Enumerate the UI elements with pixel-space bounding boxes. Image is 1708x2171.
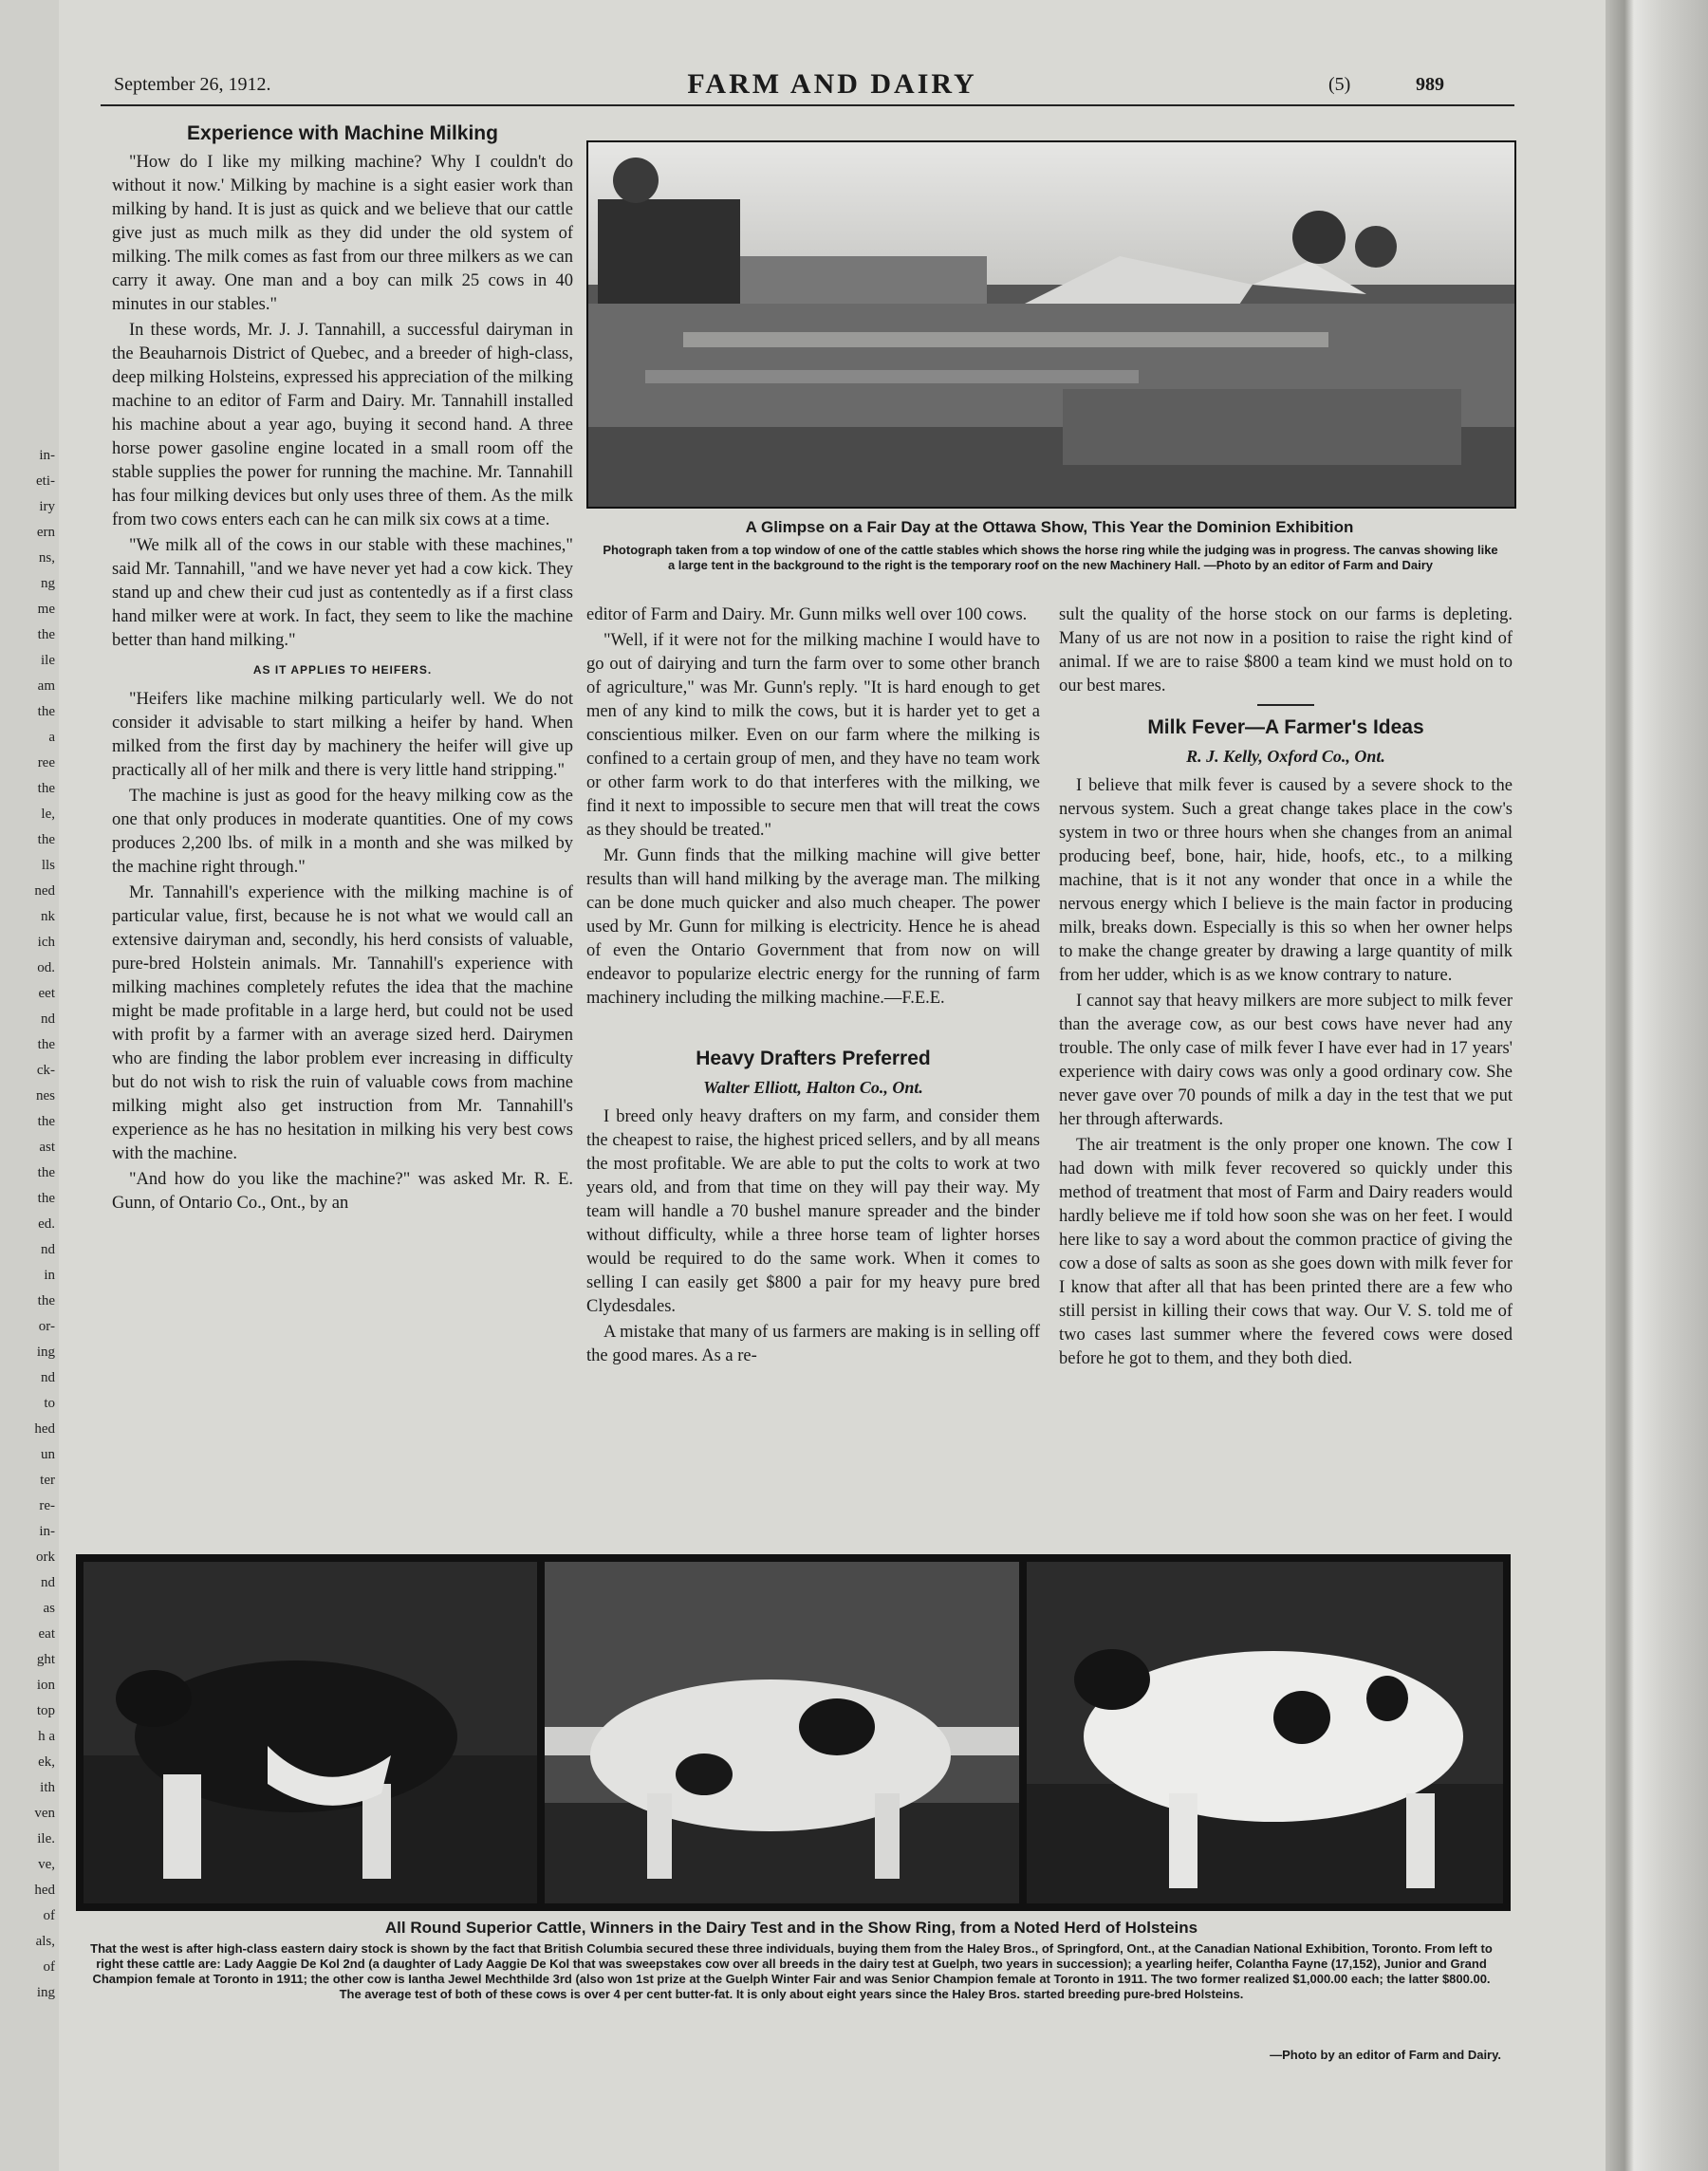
facing-page-fragment: the <box>37 781 55 796</box>
facing-page-fragment: ed. <box>38 1216 55 1232</box>
facing-page-fragment: nd <box>41 1011 55 1027</box>
facing-page-fragment: ve, <box>38 1857 55 1872</box>
paragraph: Mr. Tannahill's experience with the milking machine is of particular value, first, because he is not what we would call an extensive dairyman and, secondly, his herd consists of valuable, pure-bred Holstein animals. Mr. Tannahill's experience with milking machines completely refutes the idea that the machine might be made profitable in a large herd, but could not be used with profit by a farmer with an average sized herd. Dairymen who are finding the labor problem ever increasing in difficulty but do not wish to risk the ruin of valuable cows from machine milking might also get instruction from Mr. Tannahill's experience as he has no hesitation in milking his very best cows with the machine. <box>112 883 573 1163</box>
section-number: (5) <box>1328 74 1351 95</box>
page-number: 989 <box>1416 74 1444 95</box>
facing-page-fragment: the <box>37 1293 55 1308</box>
facing-page-fragment: ned <box>34 883 55 899</box>
facing-page-fragment: ree <box>37 755 55 770</box>
facing-page-fragment: ast <box>39 1140 55 1155</box>
header-rule <box>101 104 1514 106</box>
facing-page-fragment: ng <box>41 576 55 591</box>
divider <box>1257 704 1314 706</box>
book-binding-edge <box>1606 0 1708 2171</box>
facing-page-fragment: ck- <box>36 1063 55 1078</box>
facing-page-fragment: the <box>37 1114 55 1129</box>
paragraph: "We milk all of the cows in our stable with these machines," said Mr. Tannahill, "and we have never yet had a cow kick. They stand up and chew their cud just as contentedly as if a first class hand milker were at work. In fact, they seem to like the machine better than hand milking." <box>112 536 573 650</box>
facing-page-fragment: eti- <box>36 473 55 489</box>
facing-page-fragment: nd <box>41 1575 55 1590</box>
paragraph: "Well, if it were not for the milking machine I would have to go out of dairying and turn the farm over to some other branch of agriculture," was Mr. Gunn's reply. "It is hard enough to get men of any kind to milk the cows, but it is harder yet to get a conscientious milker. Even on our farm where the milking is confined to a certain group of men, and they have no team work or other farm work to do that interferes with the milking, we find it next to impossible to secure men that will treat the cows as they should be treated." <box>586 631 1040 840</box>
newspaper-page <box>59 0 1606 2171</box>
facing-page-fragment: ith <box>40 1780 55 1795</box>
facing-page-fragment: the <box>37 1191 55 1206</box>
facing-page-fragment: ing <box>36 1345 55 1360</box>
facing-page-fragment: als, <box>35 1934 55 1949</box>
facing-page-fragment: ile <box>41 653 55 668</box>
facing-page-fragment: the <box>37 627 55 642</box>
facing-page-fragment: nes <box>36 1088 55 1104</box>
paragraph: sult the quality of the horse stock on our farms is depleting. Many of us are not now in a position to raise the right kind of animal. If we are to raise $800 a team kind we must hold on to our best mares. <box>1059 605 1513 696</box>
facing-page-fragment: h a <box>38 1729 55 1744</box>
paragraph: The machine is just as good for the heavy milking cow as the one that only produces in moderate quantities. One of my cows produces 2,200 lbs. of milk in a month and she was milked by the machine right through." <box>112 787 573 877</box>
paragraph: "And how do you like the machine?" was asked Mr. R. E. Gunn, of Ontario Co., Ont., by an <box>112 1170 573 1213</box>
article-title: Experience with Machine Milking <box>187 122 498 144</box>
article-machine-milking <box>112 121 573 1217</box>
article-continuation <box>586 603 1040 1370</box>
facing-page-fragment: the <box>37 1037 55 1052</box>
article-title: Milk Fever—A Farmer's Ideas <box>1147 716 1424 738</box>
previous-page-edge <box>0 0 59 2171</box>
facing-page-fragment: ven <box>34 1806 55 1821</box>
facing-page-fragment: ile. <box>37 1831 55 1846</box>
facing-page-fragment: eat <box>38 1626 55 1642</box>
facing-page-fragment: of <box>43 1959 55 1975</box>
paragraph: In these words, Mr. J. J. Tannahill, a successful dairyman in the Beauharnois District of Quebec, and a breeder of high-class, deep milking Holsteins, expressed his appreciation of the milking machine to an editor of Farm and Dairy. Mr. Tannahill installed his machine about a year ago, buying it second hand. A three horse power gasoline engine located in a small room off the stable supplies the power for running the machine. Mr. Tannahill has four milking devices but only uses three of them. As the milk from two cows enters each can he can milk six cows at a time. <box>112 321 573 529</box>
facing-page-fragment: ing <box>36 1985 55 2000</box>
facing-page-fragment: am <box>37 678 55 694</box>
paragraph: "How do I like my milking machine? Why I couldn't do without it now.' Milking by machine is a sight easier work than milking by hand. It is just as quick and we believe that our cattle give just as much milk as they did under the old system of milking. The milk comes as fast from our three milkers as we can carry it away. One man and a boy can milk 25 cows in 40 minutes in our stables." <box>112 153 573 314</box>
facing-page-fragment: ter <box>40 1473 55 1488</box>
facing-page-fragment: od. <box>37 960 55 975</box>
facing-page-fragment: nd <box>41 1370 55 1385</box>
facing-page-fragment: hed <box>34 1883 55 1898</box>
facing-page-fragment: ern <box>36 525 55 540</box>
facing-page-fragment: le, <box>41 807 55 822</box>
facing-page-fragment: ns, <box>38 550 55 566</box>
facing-page-fragment: the <box>37 704 55 719</box>
photo2-title: All Round Superior Cattle, Winners in the Dairy Test and in the Show Ring, from a Noted Herd of Holsteins <box>384 1919 1198 1937</box>
facing-page-fragment: nk <box>41 909 55 924</box>
paragraph: The air treatment is the only proper one known. The cow I had down with milk fever recovered so quickly under this method of treatment that most of Farm and Dairy readers would hardly believe me if told how soon she was on her feet. I would here like to say a word about the common practice of giving the cow a dose of salts as soon as she goes down with milk fever for I know that after all that has been printed there are a few who still persist in killing their cows that way. Our V. S. told me of two cases last summer where the fevered cows were dosed before he got to them, and they both died. <box>1059 1136 1513 1368</box>
issue-date: September 26, 1912. <box>114 74 271 95</box>
facing-page-fragment: hed <box>34 1421 55 1437</box>
facing-page-fragment: re- <box>39 1498 55 1513</box>
facing-page-fragment: as <box>43 1601 55 1616</box>
facing-page-fragment: iry <box>39 499 55 514</box>
facing-page-fragment: to <box>44 1396 55 1411</box>
paragraph: I cannot say that heavy milkers are more subject to milk fever than the average cow, as our best cows have never had any trouble. The only case of milk fever I have ever had in 17 years' experience with dairy cows was only a good ordinary cow. She never gave over 70 pounds of milk a day in the test that we put her through afterwards. <box>1059 992 1513 1129</box>
facing-page-fragment: ork <box>36 1549 55 1565</box>
article-title: Heavy Drafters Preferred <box>696 1048 931 1069</box>
subhead: AS IT APPLIES TO HEIFERS. <box>252 663 433 677</box>
facing-page-fragment: in- <box>39 1524 55 1539</box>
fair-day-photo <box>586 140 1516 509</box>
facing-page-fragment: a <box>48 730 55 745</box>
article-milk-fever <box>1059 603 1513 1373</box>
paragraph: Mr. Gunn finds that the milking machine will give better results than will hand milking by the average man. The milking can be done much quicker and also much cheaper. The power used by Mr. Gunn for milking is electricity. Hence he is ahead of even the Ontario Government that from now on will endeavor to popularize electric energy for the running of farm machinery including the milking machine.—F.E.E. <box>586 846 1040 1008</box>
photo2-credit: —Photo by an editor of Farm and Dairy. <box>1270 2048 1501 2062</box>
facing-page-fragment: ek, <box>38 1754 55 1770</box>
byline: R. J. Kelly, Oxford Co., Ont. <box>1186 747 1385 766</box>
facing-page-fragment: eet <box>38 986 55 1001</box>
facing-page-fragment: nd <box>41 1242 55 1257</box>
facing-page-fragment: of <box>43 1908 55 1923</box>
paragraph: I believe that milk fever is caused by a severe shock to the nervous system. Such a great change takes place in the cow's system in two or three hours when she changes from an animal producing beef, bone, hair, hide, hoofs, etc., to a milking machine, that is it not any wonder that once in a while the nervous energy which I believe is the main factor in producing milk, breaks down. Especially is this so when her owner helps to make the change greater by drawing a large quantity of milk from her udder, which is as we know contrary to nature. <box>1059 776 1513 985</box>
facing-page-fragment: in- <box>39 448 55 463</box>
facing-page-fragment: ght <box>36 1652 55 1667</box>
holstein-cattle-photo <box>76 1554 1511 1911</box>
facing-page-fragment: lls <box>41 858 55 873</box>
facing-page-fragment: or- <box>38 1319 55 1334</box>
paragraph: editor of Farm and Dairy. Mr. Gunn milks well over 100 cows. <box>586 605 1028 624</box>
paragraph: "Heifers like machine milking particularly well. We do not consider it advisable to start milking a heifer by hand. When milked from the first day by machinery the heifer will give up practically all of her milk and there is very little hand stripping." <box>112 690 573 780</box>
facing-page-fragment: ion <box>36 1678 55 1693</box>
byline: Walter Elliott, Halton Co., Ont. <box>703 1078 923 1097</box>
masthead: FARM AND DAIRY <box>687 68 977 100</box>
facing-page-fragment: top <box>36 1703 55 1718</box>
facing-page-fragment: un <box>41 1447 55 1462</box>
facing-page-fragment: the <box>37 832 55 847</box>
photo2-caption: That the west is after high-class eastern dairy stock is shown by the fact that British Columbia secured these three individuals, buying them from the Haley Bros., of Springford, Ont., at the Canadian National Exhibition, Toronto. From left to right these cattle are: Lady Aaggie De Kol 2nd (a daughter of Lady Aaggie De Kol that was sweepstakes cow over all breeds in the dairy test at Guelph, two years in succession); a yearling heifer, Colantha Fayne (17,152), Junior and Grand Champion female at Toronto in 1911; the other cow is Iantha Jewel Mechthilde 3rd (also won 1st prize at the Guelph Winter Fair and was Senior Champion female at Toronto in 1911. The two former realized $1,000.00 each; the latter $800.00. The average test of both of these cows is over 4 per cent butter-fat. It is only about eight years since the Haley Bros. started breeding pure-bred Holsteins. <box>90 1941 1493 2001</box>
facing-page-fragment: the <box>37 1165 55 1180</box>
photo1-caption: Photograph taken from a top window of one of the cattle stables which shows the horse ring while the judging was in progress. The canvas showing like a large tent in the background to the right is the temporary roof on the new Machinery Hall. —Photo by an editor of Farm and Dairy <box>603 543 1498 572</box>
facing-page-fragment: in <box>44 1268 55 1283</box>
paragraph: I breed only heavy drafters on my farm, and consider them the cheapest to raise, the highest priced sellers, and by all means the most profitable. We are able to put the colts to work at two years old, and from that time on they will pay their way. My team will handle a 70 bushel manure spreader and the binder without difficulty, while a three horse team of lighter horses would be required to do the same work. When it comes to selling I can easily get $800 a pair for my heavy pure bred Clydesdales. <box>586 1107 1040 1316</box>
paragraph: A mistake that many of us farmers are making is in selling off the good mares. As a re- <box>586 1323 1040 1365</box>
facing-page-fragment: ich <box>37 935 55 950</box>
facing-page-fragment: me <box>37 602 55 617</box>
photo1-title: A Glimpse on a Fair Day at the Ottawa Show, This Year the Dominion Exhibition <box>745 518 1354 536</box>
